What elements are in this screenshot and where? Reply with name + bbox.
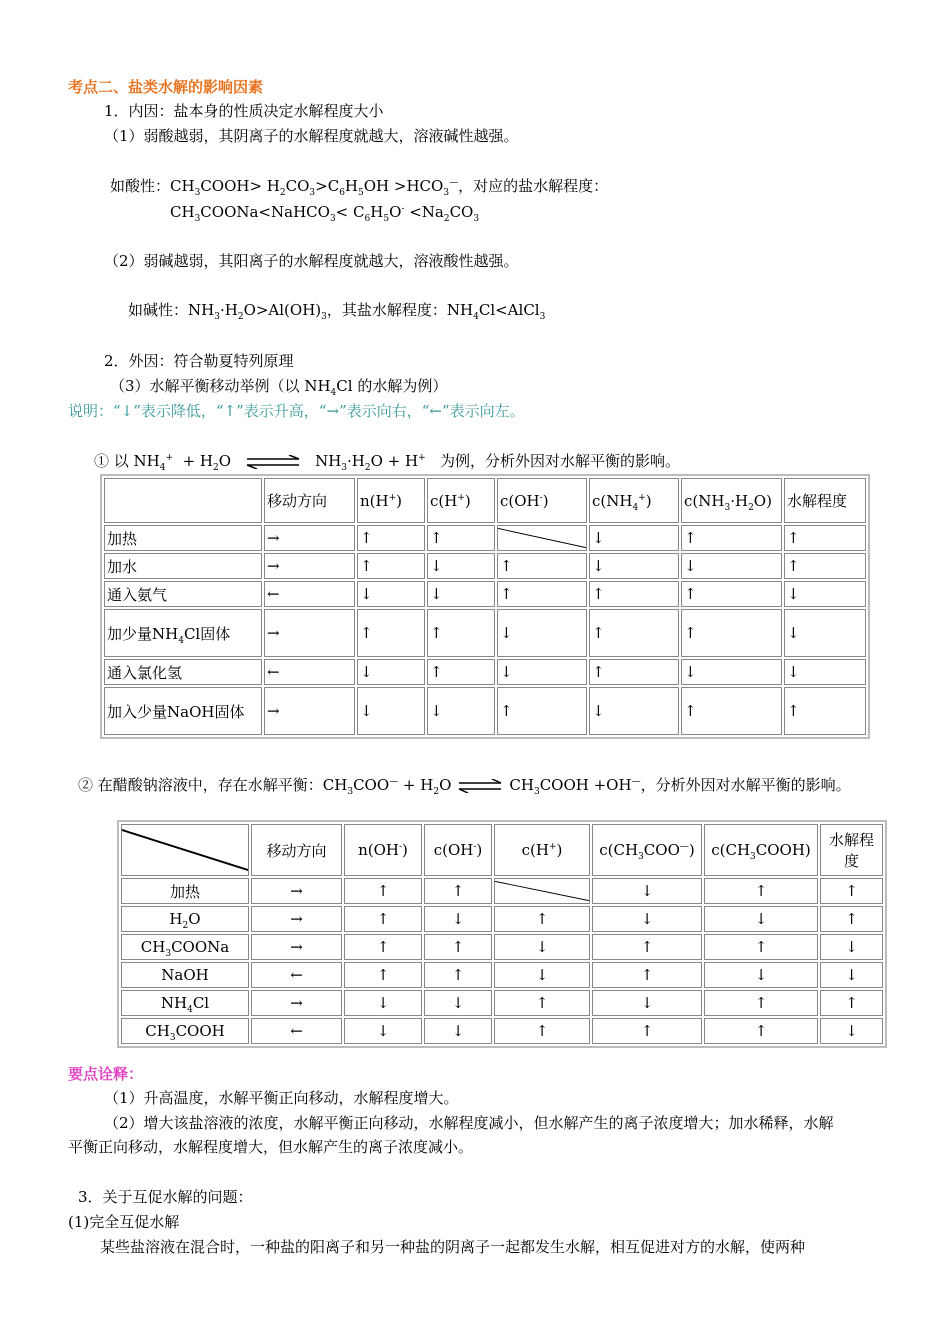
header-cell: 水解程度	[820, 824, 883, 876]
key-points-title: 要点诠释：	[68, 1065, 144, 1083]
acetate-hydrolysis-table	[117, 820, 887, 1048]
table-row: NaOH ← ↑ ↑ ↓ ↑ ↓ ↓	[121, 962, 883, 988]
table-row: $NH_4Cl$ → ↓ ↓ ↑ ↓ ↑ ↑	[121, 990, 883, 1016]
key-point-2: （2）增大该盐溶液的浓度，水解平衡正向移动，水解程度减小，但水解产生的离子浓度增大；加水稀释，水解	[104, 1114, 834, 1132]
example-intro: （3）水解平衡移动举例（以 $NH_4Cl$ 的水解为例）	[110, 377, 448, 398]
header-cell: 移动方向	[251, 824, 342, 876]
table-row: $CH_3COONa$ → ↑ ↑ ↓ ↑ ↑ ↓	[121, 934, 883, 960]
table-row: 加热 → ↑ ↑ ↓ ↑ ↑	[104, 525, 866, 551]
header-cell: n(H+)	[357, 478, 425, 523]
mutual-hydrolysis-heading: 3．关于互促水解的问题：	[78, 1188, 253, 1206]
table-row: 加入少量NaOH固体 → ↓ ↓ ↑ ↓ ↑ ↑	[104, 687, 866, 735]
header-cell: $c(CH_3COO^—)$	[592, 824, 702, 876]
header-cell: c(H+)	[427, 478, 495, 523]
salt-order: $CH_3COONa<NaHCO_3< C_6H_5O^- <Na_2CO_3$	[170, 203, 480, 224]
equilibrium-arrow-icon	[457, 779, 503, 793]
acidity-example: 如酸性：$CH_3COOH> H_2CO_3>C_6H_5OH >HCO_3^—$，对应的盐水解程度：	[110, 177, 609, 198]
symbol-note: 说明：“↓”表示降低，“↑”表示升高，“→”表示向右，“←”表示向左。	[68, 402, 525, 420]
diagonal-cell	[121, 824, 249, 876]
header-cell: $c(NH_3\cdot H_2O)$	[681, 478, 782, 523]
header-cell: c(OH-)	[424, 824, 492, 876]
header-cell: c(H+)	[494, 824, 590, 876]
header-cell: $c(NH_4^+)$	[589, 478, 679, 523]
table-row: $H_2O$ → ↑ ↓ ↑ ↓ ↓ ↑	[121, 906, 883, 932]
weak-acid-rule: （1）弱酸越弱，其阴离子的水解程度就越大，溶液碱性越强。	[104, 127, 519, 145]
diagonal-cell	[494, 878, 590, 904]
header-cell: c(OH-)	[497, 478, 587, 523]
intro-line: 1．内因：盐本身的性质决定水解程度大小	[104, 102, 384, 120]
header-cell: 移动方向	[264, 478, 355, 523]
diagonal-cell	[497, 525, 587, 551]
key-point-1: （1）升高温度，水解平衡正向移动，水解程度增大。	[104, 1089, 459, 1107]
key-point-2-cont: 平衡正向移动，水解程度增大，但水解产生的离子浓度减小。	[68, 1138, 474, 1156]
table-row: 加水 → ↑ ↓ ↑ ↓ ↓ ↑	[104, 553, 866, 579]
ammonium-hydrolysis-table	[100, 474, 870, 739]
header-cell: $c(CH_3COOH)$	[704, 824, 818, 876]
equilibrium-arrow-icon	[245, 455, 301, 469]
mutual-hydrolysis-body: 某些盐溶液在混合时，一种盐的阳离子和另一种盐的阴离子一起都发生水解，相互促进对方的水解，使两种	[100, 1238, 806, 1256]
external-factors: 2．外因：符合勒夏特列原理	[104, 352, 294, 370]
basicity-example: 如碱性：$NH_3\cdot H_2O>Al(OH)_3$，其盐水解程度：$NH_4Cl<AlCl_3$	[128, 301, 546, 322]
table-row: 通入氨气 ← ↓ ↓ ↑ ↑ ↑ ↓	[104, 581, 866, 607]
header-cell	[104, 478, 262, 523]
example-1-equation: ① 以 $NH_4^+ + H_2O$ $NH_3\cdot H_2O + H^+$ 为例，分析外因对水解平衡的影响。	[94, 452, 680, 473]
table-row: 加热 → ↑ ↑ ↓ ↑ ↑	[121, 878, 883, 904]
section-title: 考点二、盐类水解的影响因素	[68, 78, 264, 96]
table-row: 加少量$NH_4Cl$固体 → ↑ ↑ ↓ ↑ ↑ ↓	[104, 609, 866, 657]
table-row: $CH_3COOH$ ← ↓ ↓ ↑ ↑ ↑ ↓	[121, 1018, 883, 1044]
weak-base-rule: （2）弱碱越弱，其阳离子的水解程度就越大，溶液酸性越强。	[104, 252, 519, 270]
complete-mutual-hydrolysis: (1)完全互促水解	[68, 1213, 180, 1231]
header-cell: 水解程度	[784, 478, 866, 523]
header-cell: n(OH-)	[344, 824, 422, 876]
table-row: 通入氯化氢 ← ↓ ↑ ↓ ↑ ↓ ↓	[104, 659, 866, 685]
example-2-equation: ② 在醋酸钠溶液中，存在水解平衡：$CH_3COO^— + H_2O$ $CH_3COOH +OH^—$，分析外因对水解平衡的影响。	[78, 776, 851, 797]
